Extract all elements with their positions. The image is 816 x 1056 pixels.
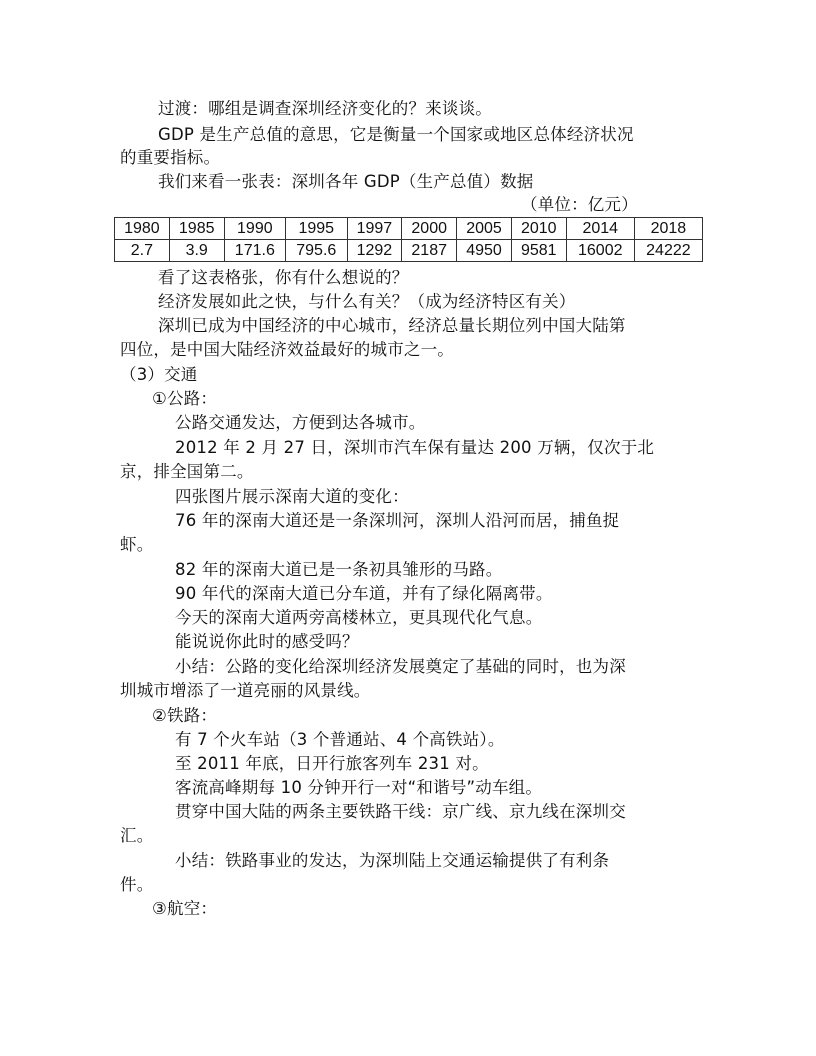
economy-paragraph-line-1: 深圳已成为中国经济的中心城市，经济总量长期位列中国大陆第: [158, 316, 626, 335]
value-cell: 9581: [511, 240, 566, 262]
year-cell: 2010: [511, 218, 566, 240]
question-paragraph: 看了这表格张，你有什么想说的？: [158, 268, 409, 287]
road-paragraph-3: 四张图片展示深南大道的变化：: [175, 487, 409, 506]
value-cell: 1292: [347, 240, 402, 262]
value-cell: 24222: [634, 240, 702, 262]
year-cell: 1985: [169, 218, 224, 240]
railway-paragraph-4-line-1: 贯穿中国大陆的两条主要铁路干线：京广线、京九线在深圳交: [175, 802, 626, 821]
year-cell: 1995: [286, 218, 347, 240]
value-cell: 171.6: [224, 240, 285, 262]
year-cell: 2018: [634, 218, 702, 240]
railway-paragraph-1: 有 7 个火车站（3 个普通站、4 个高铁站）。: [175, 730, 505, 749]
section-heading-transport: （3）交通: [120, 365, 198, 384]
year-cell: 2005: [457, 218, 512, 240]
road-paragraph-4-line-2: 虾。: [120, 535, 154, 554]
subsection-heading-railway: ②铁路：: [152, 706, 218, 725]
transition-paragraph: 过渡：哪组是调查深圳经济变化的？来谈谈。: [158, 99, 492, 118]
railway-paragraph-2: 至 2011 年底，日开行旅客列车 231 对。: [175, 754, 489, 773]
railway-summary-line-1: 小结：铁路事业的发达，为深圳陆上交通运输提供了有利条: [175, 851, 610, 870]
value-cell: 795.6: [286, 240, 347, 262]
economy-paragraph-line-2: 四位，是中国大陆经济效益最好的城市之一。: [120, 340, 454, 359]
railway-paragraph-3: 客流高峰期每 10 分钟开行一对“和谐号”动车组。: [175, 778, 543, 797]
year-cell: 1990: [224, 218, 285, 240]
road-summary-line-2: 圳城市增添了一道亮丽的风景线。: [120, 681, 371, 700]
road-paragraph-6: 90 年代的深南大道已分车道，并有了绿化隔离带。: [175, 584, 553, 603]
road-paragraph-1: 公路交通发达，方便到达各城市。: [175, 413, 426, 432]
railway-paragraph-4-line-2: 汇。: [120, 826, 154, 845]
gdp-table: [114, 217, 703, 262]
subsection-heading-road: ①公路：: [152, 389, 218, 408]
road-paragraph-7: 今天的深南大道两旁高楼林立，更具现代化气息。: [175, 608, 543, 627]
year-cell: 2014: [566, 218, 634, 240]
road-paragraph-5: 82 年的深南大道已是一条初具雏形的马路。: [175, 560, 503, 579]
road-paragraph-2-line-2: 京，排全国第二。: [120, 462, 254, 481]
reason-paragraph: 经济发展如此之快，与什么有关？（成为经济特区有关）: [158, 292, 576, 311]
road-paragraph-8: 能说说你此时的感受吗？: [175, 632, 359, 651]
value-cell: 16002: [566, 240, 634, 262]
table-unit: （单位：亿元）: [521, 195, 638, 214]
table-intro: 我们来看一张表：深圳各年 GDP（生产总值）数据: [158, 172, 534, 191]
value-cell: 2.7: [115, 240, 170, 262]
road-summary-line-1: 小结：公路的变化给深圳经济发展奠定了基础的同时，也为深: [175, 657, 626, 676]
year-cell: 1980: [115, 218, 170, 240]
year-cell: 1997: [347, 218, 402, 240]
railway-summary-line-2: 件。: [120, 875, 154, 894]
table-row-years: [115, 218, 703, 240]
value-cell: 3.9: [169, 240, 224, 262]
subsection-heading-aviation: ③航空：: [152, 899, 218, 918]
year-cell: 2000: [402, 218, 457, 240]
road-paragraph-2-line-1: 2012 年 2 月 27 日，深圳市汽车保有量达 200 万辆，仅次于北: [175, 438, 655, 457]
value-cell: 2187: [402, 240, 457, 262]
table-row-values: [115, 240, 703, 262]
gdp-definition-line-2: 的重要指标。: [120, 148, 221, 167]
value-cell: 4950: [457, 240, 512, 262]
gdp-definition-line-1: GDP 是生产总值的意思，它是衡量一个国家或地区总体经济状况: [158, 125, 634, 144]
road-paragraph-4-line-1: 76 年的深南大道还是一条深圳河，深圳人沿河而居，捕鱼捉: [175, 511, 620, 530]
